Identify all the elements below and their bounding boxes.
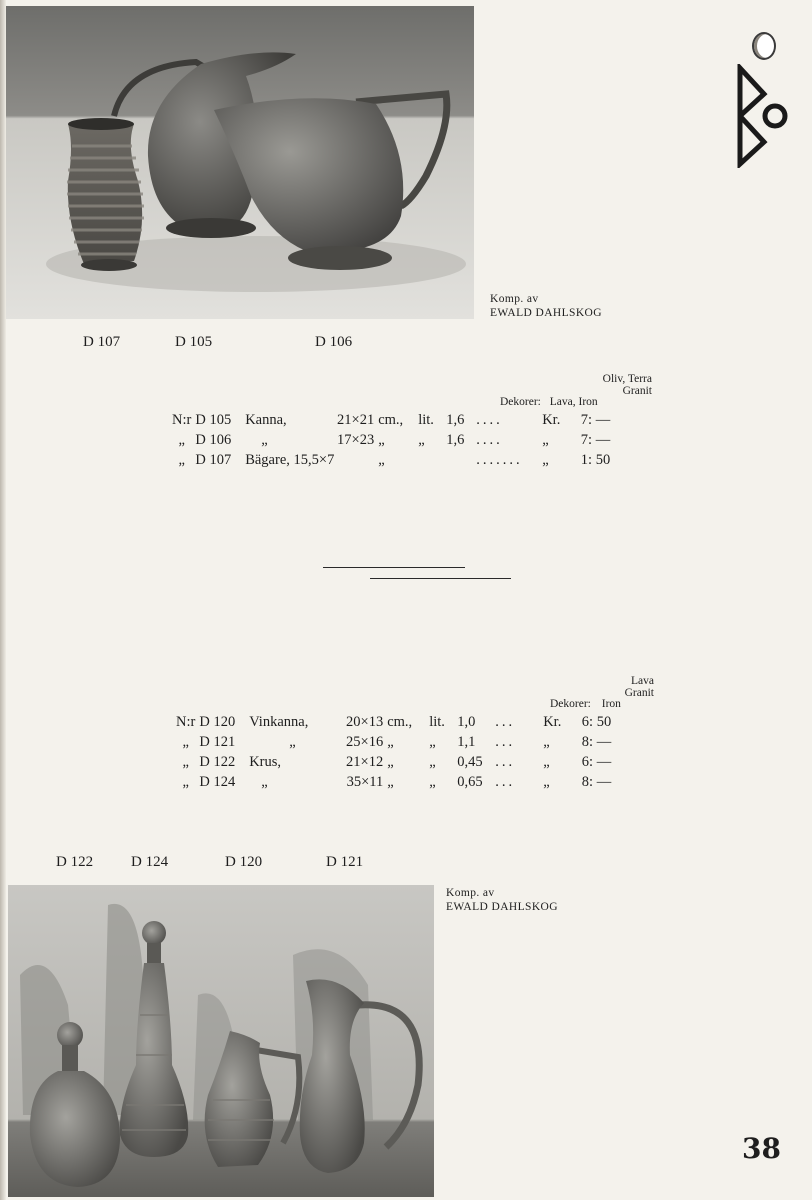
bottom-decor-l1: Lava	[631, 675, 654, 687]
table-row	[172, 432, 614, 452]
bo-logo	[736, 64, 790, 168]
table-row	[176, 754, 615, 774]
top-photo-label-3: D 106	[315, 334, 353, 350]
bottom-credit-designer: EWALD DAHLSKOG	[446, 901, 558, 913]
row-unit: „	[387, 774, 394, 790]
top-photo-label-1: D 107	[83, 334, 121, 350]
row-unit: „	[387, 734, 394, 750]
bottom-decor-row	[550, 699, 621, 711]
table-row	[176, 734, 615, 754]
row-nr: „	[182, 774, 189, 790]
top-photo-label-2: D 105	[175, 334, 213, 350]
row-nr: „	[178, 452, 185, 468]
top-decor-l1: Oliv, Terra	[602, 373, 652, 385]
row-dots: ...	[495, 754, 516, 770]
row-dots: .......	[476, 452, 523, 468]
bottom-credit-line1: Komp. av	[446, 887, 495, 899]
row-size: 21×21	[337, 412, 375, 428]
bottom-photo-label-2: D 124	[131, 854, 169, 870]
row-size: 25×16	[346, 734, 384, 750]
top-credit-line1: Komp. av	[490, 293, 539, 305]
binder-hole	[752, 32, 776, 60]
row-unit: cm.,	[378, 412, 404, 428]
row-dots: ....	[476, 432, 503, 448]
row-lit: lit.	[418, 412, 434, 428]
row-code: D 121	[199, 734, 236, 750]
row-name: Bägare, 15,5×7	[245, 452, 335, 468]
bottom-decor-l3: Iron	[601, 698, 621, 710]
row-unit: „	[378, 452, 385, 468]
row-name: „	[261, 774, 268, 790]
row-code: D 124	[199, 774, 236, 790]
row-dots: ....	[476, 412, 503, 428]
row-code: D 122	[199, 754, 236, 770]
row-currency: „	[543, 774, 550, 790]
table-row	[176, 774, 615, 794]
top-decor-l3: Lava, Iron	[549, 396, 598, 408]
top-credit	[490, 292, 602, 320]
row-vol: 1,6	[446, 432, 465, 448]
page-number: 38	[742, 1132, 781, 1165]
row-name: Krus,	[249, 754, 282, 770]
row-lit: „	[429, 734, 436, 750]
row-price: 7: —	[580, 412, 611, 428]
row-vol: 1,0	[457, 714, 476, 730]
bottom-dekorer-label: Dekorer:	[550, 698, 591, 710]
table-row	[172, 412, 614, 432]
table-row	[176, 714, 615, 734]
row-currency: „	[543, 754, 550, 770]
row-price: 8: —	[581, 734, 612, 750]
top-decor-row	[500, 397, 598, 409]
row-nr: N:r	[176, 714, 196, 730]
top-decor-header	[540, 374, 652, 397]
row-code: D 120	[199, 714, 236, 730]
row-nr: „	[178, 432, 185, 448]
table-row	[172, 452, 614, 472]
row-price: 1: 50	[580, 452, 611, 468]
row-lit: „	[429, 754, 436, 770]
row-vol: 0,45	[457, 754, 483, 770]
row-unit: „	[378, 432, 385, 448]
row-size: 21×12	[346, 754, 384, 770]
divider-rule-lower	[370, 578, 511, 579]
row-nr: „	[182, 754, 189, 770]
row-dots: ...	[495, 774, 516, 790]
divider-rule-upper	[323, 567, 465, 568]
row-name: Vinkanna,	[249, 714, 309, 730]
bottom-decor-l2: Granit	[624, 686, 654, 699]
bottom-decor-header	[560, 676, 654, 699]
row-name: „	[289, 734, 296, 750]
row-currency: „	[543, 734, 550, 750]
row-currency: „	[542, 452, 549, 468]
row-price: 6: —	[581, 754, 612, 770]
row-currency: Kr.	[542, 412, 561, 428]
row-vol	[446, 452, 476, 472]
row-name: „	[261, 432, 268, 448]
row-lit	[418, 452, 446, 472]
row-vol: 1,1	[457, 734, 476, 750]
row-size: 35×11	[346, 774, 384, 790]
bottom-photo-label-1: D 122	[56, 854, 94, 870]
row-nr: N:r	[172, 412, 192, 428]
top-dekorer-label: Dekorer:	[500, 396, 541, 408]
row-size: 17×23	[337, 432, 375, 448]
row-unit: cm.,	[387, 714, 413, 730]
row-price: 6: 50	[581, 714, 612, 730]
row-dots: ...	[495, 734, 516, 750]
top-credit-designer: EWALD DAHLSKOG	[490, 307, 602, 319]
row-unit: „	[387, 754, 394, 770]
row-name: Kanna,	[245, 412, 287, 428]
top-decor-l2: Granit	[622, 384, 652, 397]
row-code: D 105	[195, 412, 232, 428]
row-lit: „	[429, 774, 436, 790]
row-lit: lit.	[429, 714, 445, 730]
bottom-credit	[446, 886, 558, 914]
row-lit: „	[418, 432, 425, 448]
row-code: D 106	[195, 432, 232, 448]
top-price-table	[172, 412, 614, 472]
row-currency: „	[542, 432, 549, 448]
row-code: D 107	[195, 452, 232, 468]
row-currency: Kr.	[543, 714, 562, 730]
row-price: 8: —	[581, 774, 612, 790]
bottom-price-table	[176, 714, 615, 794]
top-product-photo	[6, 6, 474, 319]
bottom-photo-label-4: D 121	[326, 854, 364, 870]
bottom-product-photo	[8, 885, 434, 1197]
row-vol: 0,65	[457, 774, 483, 790]
row-vol: 1,6	[446, 412, 465, 428]
row-dots: ...	[495, 714, 516, 730]
row-price: 7: —	[580, 432, 611, 448]
bottom-photo-label-3: D 120	[225, 854, 263, 870]
row-nr: „	[182, 734, 189, 750]
row-size: 20×13	[346, 714, 384, 730]
